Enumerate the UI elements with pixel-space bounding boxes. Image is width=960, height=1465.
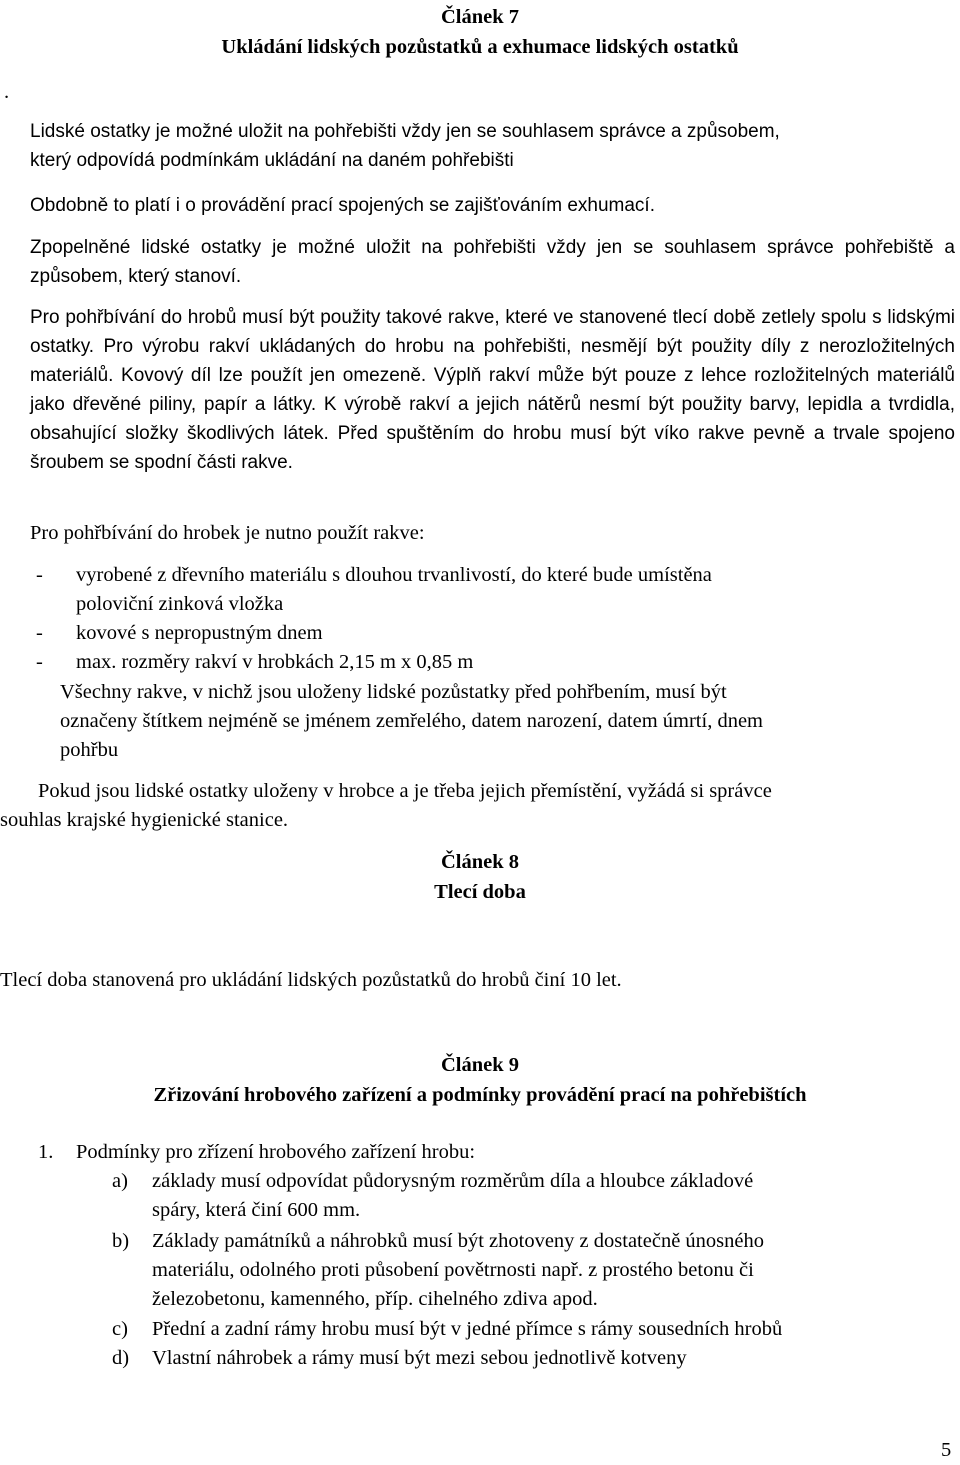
sublist-line: základy musí odpovídat půdorysným rozměrům díla a hloubce základové xyxy=(152,1170,754,1192)
paragraph-line: souhlas krajské hygienické stanice. xyxy=(0,809,289,831)
coffin-materials-text: Pro výrobu rakví ukládaných do hrobu na pohřebišti, nesmějí být použity díly z nerozložitelných materiálů. Kovový díl lze použít jen omezeně. Výplň rakví může být pouze z lehce rozložitelných materiálů jako dřevěné piliny, papír a látky. xyxy=(30,336,956,415)
sublist-item: Přední a zadní rámy hrobu musí být v jedné přímce s rámy sousedních hrobů xyxy=(152,1318,783,1340)
sublist-line: spáry, která činí 600 mm. xyxy=(152,1199,361,1221)
sublist-item xyxy=(152,1167,753,1225)
article8-paragraph: Tlecí doba stanovená pro ukládání lidských pozůstatků do hrobů činí 10 let. xyxy=(0,969,622,991)
coffin-lid-text: Před spuštěním do hrobu musí být víko rakve pevně a trvale spojeno šroubem se spodní části rakve. xyxy=(30,423,955,473)
paragraph-line: pohřbu xyxy=(60,739,119,761)
article9-conditions-list xyxy=(0,1138,960,1378)
article7-paragraph-3: Zpopelněné lidské ostatky je možné uložit na pohřebišti vždy jen se souhlasem správce pohřebiště a způsobem, který stanoví. xyxy=(30,237,955,287)
list-dash: - xyxy=(36,651,43,673)
sublist-item: Vlastní náhrobek a rámy musí být mezi sebou jednotlivě kotveny xyxy=(152,1347,687,1369)
list-item-line: poloviční zinková vložka xyxy=(76,593,284,615)
article9-title: Zřizování hrobového zařízení a podmínky provádění prací na pohřebištích xyxy=(153,1084,807,1106)
article7-paragraph-labels xyxy=(60,678,950,765)
sublist-line: Základy památníků a náhrobků musí být zhotoveny z dostatečně únosného xyxy=(152,1230,764,1252)
list-item: kovové s nepropustným dnem xyxy=(76,622,323,644)
paragraph-line: Všechny rakve, v nichž jsou uloženy lidské pozůstatky před pohřbením, musí být xyxy=(60,681,727,703)
article9-heading: Článek 9 xyxy=(440,1054,520,1076)
article8-heading: Článek 8 xyxy=(440,851,520,873)
list-item xyxy=(76,561,936,619)
article7-title: Ukládání lidských pozůstatků a exhumace lidských ostatků xyxy=(221,36,739,58)
article7-paragraph-2: Obdobně to platí i o provádění prací spojených se zajišťováním exhumací. xyxy=(30,195,655,216)
sublist-line: materiálu, odolného proti působení povětrnosti např. z prostého betonu či xyxy=(152,1259,754,1281)
list-dash: - xyxy=(36,622,43,644)
paragraph-line: který odpovídá podmínkám ukládání na daném pohřebišti xyxy=(30,150,514,171)
article7-heading: Článek 7 xyxy=(440,6,520,28)
list-item: max. rozměry rakví v hrobkách 2,15 m x 0,85 m xyxy=(76,651,474,673)
article7-paragraph-1 xyxy=(30,117,940,175)
list-dash: - xyxy=(36,564,43,586)
paragraph-line: Pokud jsou lidské ostatky uloženy v hrobce a je třeba jejich přemístění, vyžádá si správce xyxy=(38,780,772,802)
sublist-line: železobetonu, kamenného, příp. cihelného zdiva apod. xyxy=(152,1288,598,1310)
article7-paragraph-4 xyxy=(30,303,955,477)
article7-paragraph-transfer xyxy=(0,777,960,835)
article8-title: Tlecí doba xyxy=(434,881,526,903)
article7-paragraph-tombs: Pro pohřbívání do hrobek je nutno použít rakve: xyxy=(30,522,425,544)
stray-dot: . xyxy=(4,81,10,103)
tomb-coffin-list xyxy=(0,561,960,671)
page-number: 5 xyxy=(941,1439,952,1461)
paragraph-line: Lidské ostatky je možné uložit na pohřebišti vždy jen se souhlasem správce a způsobem, xyxy=(30,121,780,142)
sublist-label: b) xyxy=(112,1230,130,1252)
sublist-label: c) xyxy=(112,1318,128,1340)
paragraph-line: označeny štítkem nejméně se jménem zemřelého, datem narození, datem úmrtí, dnem xyxy=(60,710,763,732)
list-number: 1. xyxy=(38,1141,54,1163)
list-item: Podmínky pro zřízení hrobového zařízení hrobu: xyxy=(76,1141,476,1163)
sublist-label: d) xyxy=(112,1347,130,1369)
coffin-requirement-text: Pro pohřbívání do hrobů musí být použity takové rakve, které ve stanovené tlecí době zetlely spolu s lidskými ostatky. xyxy=(30,307,955,357)
sublist-label: a) xyxy=(112,1170,128,1192)
coffin-paint-text: K výrobě rakví a jejich nátěrů nesmí být použity barvy, lepidla a tvrdidla, obsahující složky škodlivých látek. xyxy=(30,394,955,444)
list-item-line: vyrobené z dřevního materiálu s dlouhou trvanlivostí, do které bude umístěna xyxy=(76,564,712,586)
sublist-item xyxy=(152,1227,764,1314)
